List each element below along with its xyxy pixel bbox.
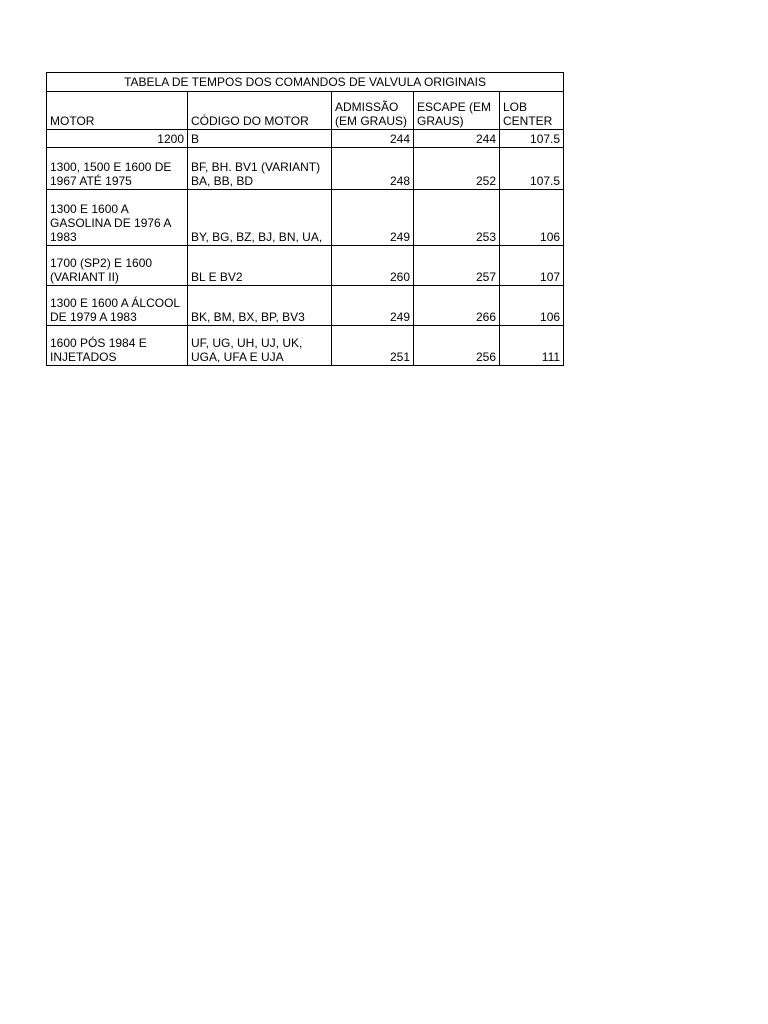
table-title: TABELA DE TEMPOS DOS COMANDOS DE VALVULA ORIGINAIS	[47, 73, 564, 92]
cell-motor-line: 1600 PÓS 1984 E	[50, 336, 147, 350]
cell-lob-center: 106	[500, 286, 564, 326]
cell-codigo-line: BK, BM, BX, BP, BV3	[191, 310, 305, 324]
header-admissao-line-1: ADMISSÃO	[335, 100, 399, 114]
cell-lob-center: 111	[500, 326, 564, 366]
cell-motor	[47, 130, 188, 148]
cell-motor-line: INJETADOS	[50, 350, 117, 364]
header-escape	[414, 92, 500, 130]
cell-codigo-line: B	[191, 132, 200, 146]
valve-timing-table	[46, 72, 564, 366]
cell-escape: 253	[414, 190, 500, 246]
table-row	[47, 246, 564, 286]
cell-motor-line: DE 1979 A 1983	[50, 310, 137, 324]
table-row	[47, 130, 564, 148]
header-codigo	[188, 92, 332, 130]
cell-motor	[47, 190, 188, 246]
cell-escape: 252	[414, 148, 500, 190]
cell-codigo-line: BL E BV2	[191, 270, 243, 284]
cell-escape: 256	[414, 326, 500, 366]
cell-codigo	[188, 286, 332, 326]
header-motor-line: MOTOR	[50, 114, 95, 128]
cell-motor	[47, 326, 188, 366]
cell-motor-line: 1200	[157, 132, 184, 146]
cell-codigo	[188, 130, 332, 148]
cell-codigo-line: BF, BH. BV1 (VARIANT)	[191, 160, 321, 174]
cell-admissao: 244	[332, 130, 414, 148]
cell-escape: 257	[414, 246, 500, 286]
cell-motor-line: GASOLINA DE 1976 A	[50, 216, 172, 230]
header-lob-center	[500, 92, 564, 130]
table-row	[47, 148, 564, 190]
title-row	[47, 73, 564, 92]
header-escape-line-2: GRAUS)	[417, 114, 464, 128]
cell-admissao: 249	[332, 286, 414, 326]
cell-escape: 244	[414, 130, 500, 148]
header-motor	[47, 92, 188, 130]
header-row	[47, 92, 564, 130]
cell-codigo	[188, 326, 332, 366]
cell-admissao: 251	[332, 326, 414, 366]
header-escape-line-1: ESCAPE (EM	[417, 100, 492, 114]
cell-lob-center: 107.5	[500, 148, 564, 190]
table-row	[47, 286, 564, 326]
header-codigo-line: CÓDIGO DO MOTOR	[191, 114, 309, 128]
cell-motor	[47, 286, 188, 326]
cell-admissao: 260	[332, 246, 414, 286]
cell-motor-line: 1983	[50, 230, 77, 244]
cell-motor-line: 1300 E 1600 A ÁLCOOL	[50, 296, 181, 310]
header-lob-line-1: LOB	[503, 100, 528, 114]
cell-motor-line: 1700 (SP2) E 1600	[50, 256, 153, 270]
cell-admissao: 249	[332, 190, 414, 246]
cell-motor	[47, 246, 188, 286]
cell-lob-center: 107.5	[500, 130, 564, 148]
cell-lob-center: 107	[500, 246, 564, 286]
cell-codigo	[188, 190, 332, 246]
header-admissao	[332, 92, 414, 130]
cell-motor-line: 1967 ATÉ 1975	[50, 174, 132, 188]
cell-lob-center: 106	[500, 190, 564, 246]
cell-codigo-line: UF, UG, UH, UJ, UK,	[191, 336, 303, 350]
cell-escape: 266	[414, 286, 500, 326]
cell-codigo-line: UGA, UFA E UJA	[191, 350, 284, 364]
cell-codigo-line: BA, BB, BD	[191, 174, 254, 188]
table-row	[47, 190, 564, 246]
cell-admissao: 248	[332, 148, 414, 190]
cell-motor	[47, 148, 188, 190]
cell-codigo	[188, 148, 332, 190]
table-row	[47, 326, 564, 366]
cell-motor-line: 1300, 1500 E 1600 DE	[50, 160, 172, 174]
cell-motor-line: (VARIANT II)	[50, 270, 119, 284]
cell-codigo	[188, 246, 332, 286]
cell-motor-line: 1300 E 1600 A	[50, 202, 129, 216]
header-lob-line-2: CENTER	[503, 114, 553, 128]
header-admissao-line-2: (EM GRAUS)	[335, 114, 407, 128]
cell-codigo-line: BY, BG, BZ, BJ, BN, UA,	[191, 230, 323, 244]
